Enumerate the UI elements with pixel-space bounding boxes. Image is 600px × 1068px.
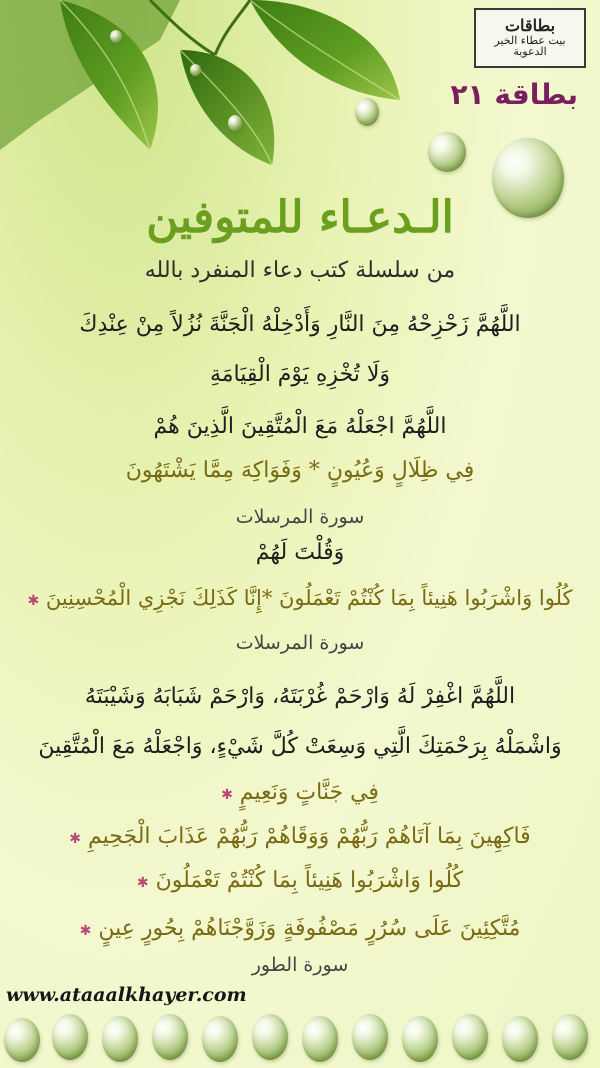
- dua-line: اللَّهُمَّ اغْفِرْ لَهُ وَارْحَمْ غُرْبَتَهُ، وَارْحَمْ شَبَابَهُ وَشَيْبَتَهُ: [84, 684, 516, 709]
- bullet-icon: ✱: [221, 787, 233, 803]
- bottom-drops: [0, 1010, 600, 1068]
- verse-line: [0, 868, 600, 893]
- water-drop: [4, 1018, 40, 1062]
- bullet-icon: ✱: [79, 923, 92, 939]
- water-drop: [428, 132, 466, 172]
- bullet-icon: ✱: [69, 831, 82, 847]
- water-drop: [252, 1014, 288, 1060]
- verse-line: فِي ظِلَالٍ وَعُيُونٍ * وَفَوَاكِهَ مِمَّا يَشْتَهُونَ: [125, 458, 475, 483]
- dua-line: وَاشْمَلْهُ بِرَحْمَتِكَ الَّتِي وَسِعَتْ كُلَّ شَيْءٍ، وَاجْعَلْهُ مَعَ الْمُتَّقِينَ: [38, 734, 562, 759]
- dua-line: اللَّهُمَّ اجْعَلْهُ مَعَ الْمُتَّقِينَ الَّذِينَ هُمْ: [153, 414, 447, 439]
- dua-line: اللَّهُمَّ زَحْزِحْهُ مِنَ النَّارِ وَأَدْخِلْهُ الْجَنَّةَ نُزُلاً مِنْ عِنْدِكَ: [79, 312, 521, 337]
- verse-text: مُتَّكِئِينَ عَلَى سُرُرٍ مَصْفُوفَةٍ وَزَوَّجْنَاهُمْ بِحُورٍ عِينٍ: [98, 916, 521, 941]
- dua-line: وَلَا تُخْزِهِ يَوْمَ الْقِيَامَةِ: [209, 362, 391, 387]
- water-drop: [302, 1016, 338, 1062]
- water-drop: [228, 115, 242, 131]
- water-drop: [202, 1016, 238, 1062]
- leaves-decoration: [0, 0, 460, 190]
- card-number: بطاقة ٢١: [450, 78, 578, 111]
- verse-text: كُلُوا وَاشْرَبُوا هَنِيئاً بِمَا كُنْتُمْ تَعْمَلُونَ *إِنَّا كَذَلِكَ نَجْزِي الْمُحْسِنِينَ: [45, 586, 573, 610]
- page-title: الـدعـاء للمتوفين: [146, 192, 454, 243]
- water-drop: [52, 1014, 88, 1060]
- water-drop: [352, 1014, 388, 1060]
- logo-line: بطاقات: [504, 16, 556, 36]
- website-link[interactable]: www.ataaalkhayer.com: [6, 984, 247, 1006]
- bullet-icon: ✱: [136, 875, 149, 891]
- water-drop: [355, 98, 379, 126]
- publisher-logo: [474, 8, 586, 68]
- water-drop: [552, 1014, 588, 1060]
- verse-line: [0, 780, 600, 805]
- bullet-icon: ✱: [27, 593, 40, 609]
- logo-line: بيت عطاء الخير: [494, 33, 566, 47]
- surah-reference: سورة الطور: [251, 954, 349, 976]
- verse-line: [0, 916, 600, 941]
- verse-line: [0, 824, 600, 849]
- water-drop: [102, 1016, 138, 1062]
- water-drop: [152, 1014, 188, 1060]
- verse-text: كُلُوا وَاشْرَبُوا هَنِيئاً بِمَا كُنْتُمْ تَعْمَلُونَ: [155, 868, 464, 893]
- verse-line: [0, 586, 600, 610]
- water-drop: [502, 1016, 538, 1062]
- dua-line: وَقُلْتَ لَهُمْ: [255, 540, 345, 565]
- water-drop: [190, 64, 201, 76]
- logo-line: الدعوية: [513, 45, 547, 59]
- water-drop: [402, 1016, 438, 1062]
- verse-text: فِي جَنَّاتٍ وَنَعِيمٍ: [239, 780, 379, 805]
- subtitle: من سلسلة كتب دعاء المنفرد بالله: [144, 258, 456, 283]
- surah-reference: سورة المرسلات: [235, 506, 365, 528]
- water-drop: [452, 1014, 488, 1060]
- water-drop: [110, 30, 122, 43]
- verse-text: فَاكِهِينَ بِمَا آتَاهُمْ رَبُّهُمْ وَوَقَاهُمْ رَبُّهُمْ عَذَابَ الْجَحِيمِ: [88, 824, 531, 849]
- surah-reference: سورة المرسلات: [235, 632, 365, 654]
